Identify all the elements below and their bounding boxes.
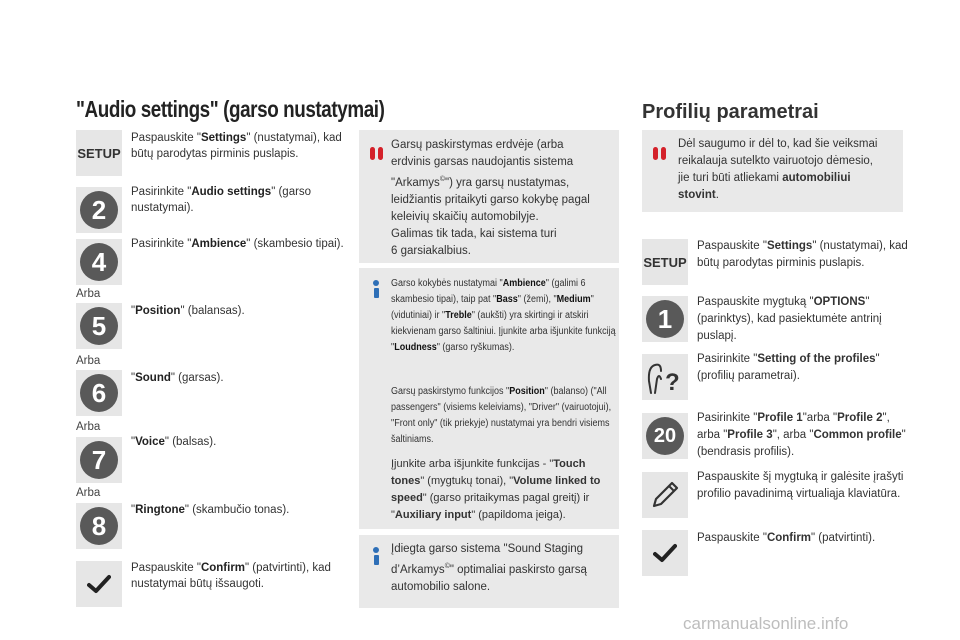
step-4-number: 4 — [80, 243, 118, 281]
step-profile-select-text: Pasirinkite "Profile 1"arba "Profile 2", arba "Profile 3", arba "Common profile" (bendrasis profilis). — [697, 412, 906, 458]
step-7-badge — [76, 437, 122, 483]
svg-text:?: ? — [665, 369, 680, 396]
warning-panel-safety — [642, 130, 903, 212]
warning-panel-arkamys — [359, 130, 619, 263]
section-title-audio-settings: "Audio settings" (garso nustatymai) — [76, 96, 385, 122]
info-text-position: Garsų paskirstymo funkcijos "Position" (balanso) ("All passengers" (visiems keleiviams), "Driver" (vairuotojui), "Front only" (tik priekyje) nustatymai yra bendri visiems šaltiniams. — [391, 386, 612, 445]
step-1-badge — [642, 296, 688, 342]
step-2-badge — [76, 187, 122, 233]
warning-text-safety: Dėl saugumo ir dėl to, kad šie veiksmai reikalauja sutelkto vairuotojo dėmesio, jie turi būti atliekami automobiliui stovint. — [678, 138, 878, 201]
step-7-number: 7 — [80, 441, 118, 479]
or-label: Arba — [76, 487, 101, 499]
step-confirm-text: Paspauskite "Confirm" (patvirtinti). — [697, 532, 876, 544]
step-profile-settings-text: Pasirinkite "Setting of the profiles" (profilių parametrai). — [697, 353, 880, 382]
warning-text-arkamys: Garsų paskirstymas erdvėje (arba erdvinis garsas naudojantis sistema "Arkamys©") yra garsų nustatymas, leidžiantis pritaikyti garso kokybę pagal keleivių skaičių automobilyje. Galimas tik tada, kai sistema turi 6 garsiakalbius. — [391, 139, 590, 257]
setup-button — [642, 239, 688, 285]
edit-name-badge — [642, 472, 688, 518]
or-label: Arba — [76, 421, 101, 433]
info-text-touch-tones: Įjunkite arba išjunkite funkcijas - "Touch tones" (mygtukų tonai), "Volume linked to speed" (garso pritaikymas pagal greitį) ir "Auxiliary input" (papildoma įeiga). — [391, 458, 601, 521]
step-voice-text: "Voice" (balsas). — [131, 436, 217, 448]
confirm-badge — [642, 530, 688, 576]
check-icon — [653, 543, 677, 563]
step-ringtone-text: "Ringtone" (skambučio tonas). — [131, 504, 290, 516]
or-label: Arba — [76, 288, 101, 300]
info-text-sound-staging: Įdiegta garso sistema "Sound Staging d’Arkamys©" optimaliai paskirsto garsą automobilio salone. — [391, 543, 587, 593]
confirm-badge — [76, 561, 122, 607]
profile-settings-badge — [642, 354, 688, 400]
step-sound-text: "Sound" (garsas). — [131, 372, 224, 384]
step-8-number: 8 — [80, 507, 118, 545]
info-panel-sound-staging — [359, 535, 619, 608]
step-20-number: 20 — [646, 417, 684, 455]
or-label: Arba — [76, 355, 101, 367]
step-position-text: "Position" (balansas). — [131, 305, 245, 317]
step-2-number: 2 — [80, 191, 118, 229]
info-text-ambience: Garso kokybės nustatymai "Ambience" (galimi 6 skambesio tipai), taip pat "Bass" (žemi), "Medium" (vidutiniai) ir "Treble" (aukšti) yra skirtingi ir atskiri kiekvienam garso šaltiniui. Įjunkite arba išjunkite funkciją "Loudness" (garso ryškumas). — [391, 278, 616, 353]
step-options-text: Paspauskite mygtuką "OPTIONS" (parinktys), kad pasiektumėte antrinį puslapį. — [697, 296, 882, 342]
step-5-badge — [76, 303, 122, 349]
step-audio-settings-text: Pasirinkite "Audio settings" (garso nustatymai). — [131, 186, 312, 214]
info-icon — [369, 280, 383, 298]
step-ambience-text: Pasirinkite "Ambience" (skambesio tipai). — [131, 238, 344, 250]
warning-icon — [650, 144, 668, 162]
step-6-number: 6 — [80, 374, 118, 412]
step-5-number: 5 — [80, 307, 118, 345]
step-settings-text: Paspauskite "Settings" (nustatymai), kad būtų parodytas pirminis puslapis. — [131, 132, 342, 160]
setup-button — [76, 130, 122, 176]
section-title-profiles: Profilių parametrai — [642, 101, 819, 123]
watermark: carmanualsonline.info — [683, 614, 849, 633]
setup-label: SETUP — [77, 145, 121, 161]
setup-label: SETUP — [643, 254, 687, 270]
question-icon — [645, 357, 685, 397]
check-icon — [87, 574, 111, 594]
step-4-badge — [76, 239, 122, 285]
warning-icon — [367, 144, 385, 162]
step-confirm-text: Paspauskite "Confirm" (patvirtinti), kad nustatymai būtų išsaugoti. — [131, 562, 331, 590]
info-icon — [369, 547, 383, 565]
pencil-icon — [648, 478, 682, 512]
step-6-badge — [76, 370, 122, 416]
step-edit-name-text: Paspauskite šį mygtuką ir galėsite įrašyti profilio pavadinimą virtualiąja klaviatūra. — [697, 471, 904, 500]
step-1-number: 1 — [646, 300, 684, 338]
step-settings-text: Paspauskite "Settings" (nustatymai), kad būtų parodytas pirminis puslapis. — [697, 240, 908, 269]
info-panel-sound-settings — [359, 268, 619, 529]
step-20-badge — [642, 413, 688, 459]
step-8-badge — [76, 503, 122, 549]
